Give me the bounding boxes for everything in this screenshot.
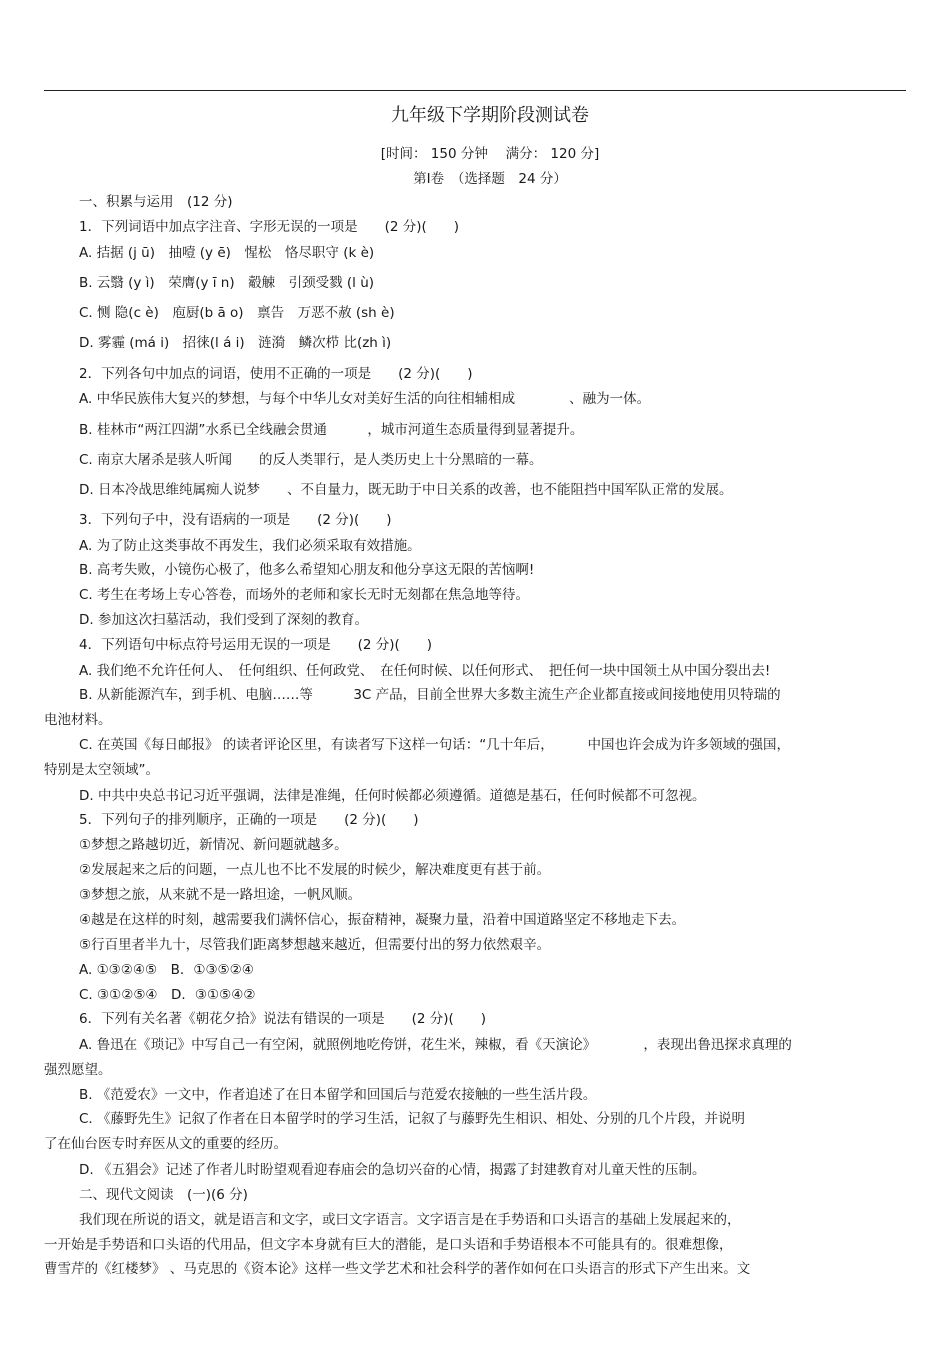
q1-option-b: B. 云翳 (y ì) 荣膺(y ī n) 觳觫 引颈受戮 (l ù)	[79, 275, 375, 291]
q3-option-d: D. 参加这次扫墓活动，我们受到了深刻的教育。	[79, 612, 368, 628]
exam-time-info: [时间： 150 分钟 满分： 120 分]	[380, 146, 600, 162]
passage-line: 一开始是手势语和口头语的代用品，但文字本身就有巨大的潜能，是口头语和手势语根本不可能具有的。很难想像，	[44, 1237, 733, 1253]
question-4: 4．下列语句中标点符号运用无误的一项是 (2 分)( )	[79, 637, 433, 653]
header-rule	[44, 90, 906, 91]
question-2: 2．下列各句中加点的词语，使用不正确的一项是 (2 分)( )	[79, 366, 473, 382]
q4-option-b: B. 从新能源汽车，到手机、电脑……等 3C 产品，目前全世界大多数主流生产企业都直接或间接地使用贝特瑞的	[79, 687, 781, 703]
part-one-heading: 第Ⅰ卷 （选择题 24 分）	[413, 171, 567, 187]
q2-option-d: D. 日本冷战思维纯属痴人说梦 、不自量力，既无助于中日关系的改善，也不能阻挡中国军队正常的发展。	[79, 482, 733, 498]
section-two-heading: 二、现代文阅读 (一)(6 分)	[79, 1187, 248, 1203]
q2-option-b: B. 桂林市“两江四湖”水系已全线融会贯通 ，城市河道生态质量得到显著提升。	[79, 422, 584, 438]
q2-option-c: C. 南京大屠杀是骇人听闻 的反人类罪行，是人类历史上十分黑暗的一幕。	[79, 452, 543, 468]
q3-option-c: C. 考生在考场上专心答卷，而场外的老师和家长无时无刻都在焦急地等待。	[79, 587, 530, 603]
passage-line: 我们现在所说的语文，就是语言和文字，或曰文字语言。文字语言是在手势语和口头语言的基础上发展起来的，	[79, 1212, 741, 1228]
q4-option-b-cont: 电池材料。	[44, 712, 112, 728]
question-1: 1．下列词语中加点字注音、字形无误的一项是 (2 分)( )	[79, 219, 460, 235]
page-title: 九年级下学期阶段测试卷	[391, 105, 589, 126]
q4-option-d: D. 中共中央总书记习近平强调，法律是准绳，任何时候都必须遵循。道德是基石，任何时候都不可忽视。	[79, 788, 706, 804]
q5-sentence-4: ④越是在这样的时刻，越需要我们满怀信心，振奋精神，凝聚力量，沿着中国道路坚定不移地走下去。	[79, 912, 686, 928]
q6-option-c: C. 《藤野先生》记叙了作者在日本留学时的学习生活，记叙了与藤野先生相识、相处、分别的几个片段，并说明	[79, 1111, 746, 1127]
question-5: 5．下列句子的排列顺序，正确的一项是 (2 分)( )	[79, 812, 419, 828]
q4-option-c-cont: 特别是太空领域”。	[44, 762, 159, 778]
q5-options-ab: A. ①③②④⑤ B．①③⑤②④	[79, 962, 254, 978]
q5-sentence-2: ②发展起来之后的问题，一点儿也不比不发展的时候少，解决难度更有甚于前。	[79, 862, 551, 878]
q1-option-c: C. 恻 隐(c è) 庖厨(b ā o) 禀告 万恶不赦 (sh è)	[79, 305, 395, 321]
q6-option-b: B. 《范爱农》一文中，作者追述了在日本留学和回国后与范爱农接触的一些生活片段。	[79, 1087, 597, 1103]
q6-option-a-cont: 强烈愿望。	[44, 1062, 112, 1078]
q1-option-d: D. 雾霾 (má i) 招徕(l á i) 涟漪 鳞次栉 比(zh ì)	[79, 335, 392, 351]
q1-option-a: A. 拮据 (j ū) 抽噎 (y ē) 惺松 恪尽职守 (k è)	[79, 245, 375, 261]
q3-option-a: A. 为了防止这类事故不再发生，我们必须采取有效措施。	[79, 538, 421, 554]
q2-option-a: A. 中华民族伟大复兴的梦想，与每个中华儿女对美好生活的向往相辅相成 、融为一体。	[79, 391, 651, 407]
question-3: 3．下列句子中，没有语病的一项是 (2 分)( )	[79, 512, 392, 528]
q4-option-a: A. 我们绝不允许任何人、 任何组织、任何政党、 在任何时候、以任何形式、 把任何一块中国领土从中国分裂出去!	[79, 663, 771, 679]
question-6: 6．下列有关名著《朝花夕拾》说法有错误的一项是 (2 分)( )	[79, 1011, 487, 1027]
q4-option-c: C. 在英国《每日邮报》 的读者评论区里，有读者写下这样一句话：“几十年后， 中国也许会成为许多领域的强国，	[79, 737, 791, 753]
q3-option-b: B. 高考失败，小镜伤心极了，他多么希望知心朋友和他分享这无限的苦恼啊!	[79, 562, 535, 578]
q5-options-cd: C. ③①②⑤④ D．③①⑤④②	[79, 987, 256, 1003]
q5-sentence-5: ⑤行百里者半九十，尽管我们距离梦想越来越近，但需要付出的努力依然艰辛。	[79, 937, 551, 953]
passage-line: 曹雪芹的《红楼梦》 、马克思的《资本论》这样一些文学艺术和社会科学的著作如何在口头语言的形式下产生出来。文	[44, 1261, 751, 1277]
q6-option-a: A. 鲁迅在《琐记》中写自己一有空闲，就照例地吃侉饼，花生米，辣椒，看《天演论》 ，表现出鲁迅探求真理的	[79, 1037, 792, 1053]
section-heading: 一、积累与运用 (12 分)	[79, 194, 233, 210]
q5-sentence-3: ③梦想之旅，从来就不是一路坦途，一帆风顺。	[79, 887, 362, 903]
q5-sentence-1: ①梦想之路越切近，新情况、新问题就越多。	[79, 837, 348, 853]
q6-option-d: D. 《五猖会》记述了作者儿时盼望观看迎春庙会的急切兴奋的心情，揭露了封建教育对儿童天性的压制。	[79, 1162, 706, 1178]
q6-option-c-cont: 了在仙台医专时弃医从文的重要的经历。	[44, 1136, 287, 1152]
